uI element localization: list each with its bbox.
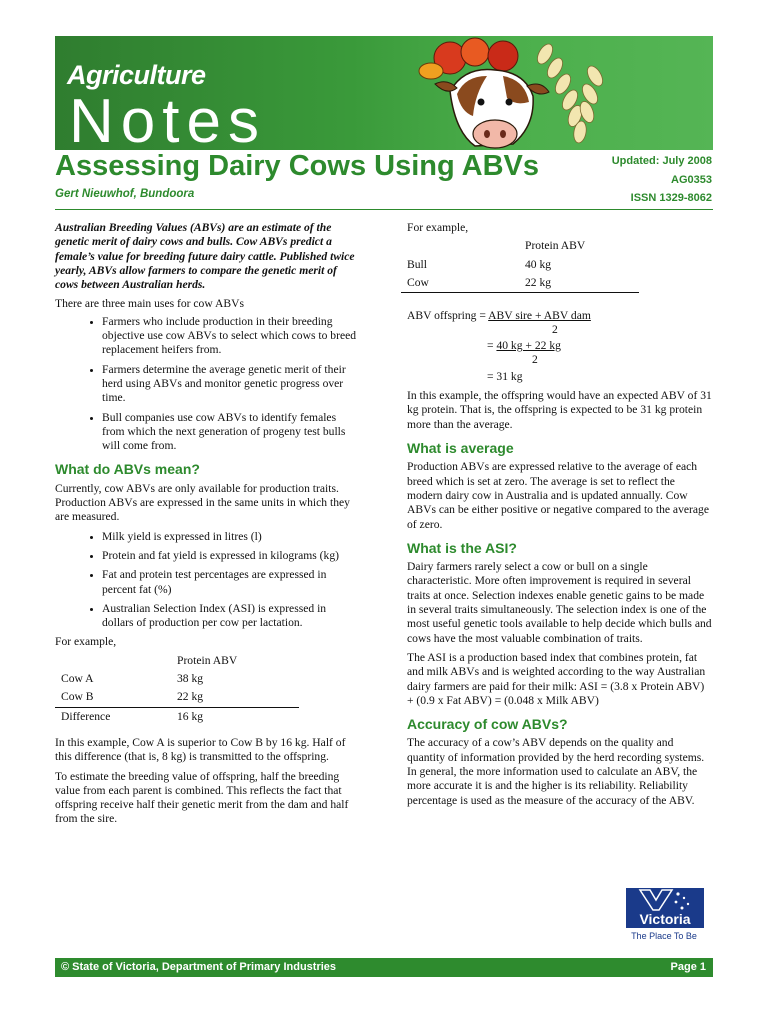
logo-name: Victoria — [639, 911, 691, 927]
list-item: • Farmers determine the average genetic merit of their herd using ABVs and monitor genetic progress over time. — [102, 363, 358, 406]
formula-numerator-2: 40 kg + 22 kg — [496, 339, 561, 353]
formula-result: = 31 kg — [487, 370, 523, 384]
issn-number: ISSN 1329-8062 — [630, 192, 712, 204]
intro-paragraph: Australian Breeding Values (ABVs) are an estimate of the genetic merit of dairy cows and bulls. Cow ABVs predict a female’s value for breeding future dairy cattle. Published twice yearly, ABVs allow farmers to compare the genetic merit of cows between Australian herds. — [55, 221, 355, 292]
heading-accuracy: Accuracy of cow ABVs? — [407, 716, 568, 733]
asi-paragraph-1: Dairy farmers rarely select a cow or bull on a single characteristic. More often improvement is required in several traits at once. Selection indexes enable genetic gains to be made in several traits simultaneously. The selection index is one of the most useful genetic tools available to help decide which bulls and cows have the most valuable combination of traits. — [407, 560, 712, 645]
estimate-paragraph: To estimate the breeding value of offspring, half the breeding value from each parent is combined. This reflects the fact that offspring receive half their genetic merit from the dam and half from the sire. — [55, 769, 349, 826]
list-item: • Australian Selection Index (ASI) is expressed in dollars of production per cow per lactation. — [102, 602, 358, 631]
heading-what-is-asi: What is the ASI? — [407, 539, 517, 556]
victoria-logo — [626, 888, 704, 943]
right-column — [407, 221, 713, 813]
bull-cow-table — [401, 237, 639, 293]
list-item: • Fat and protein test percentages are expressed in percent fat (%) — [102, 568, 358, 597]
list-item: • Milk yield is expressed in litres (l) — [102, 530, 358, 544]
page-title: Assessing Dairy Cows Using ABVs — [55, 150, 540, 182]
asi-paragraph-2: The ASI is a production based index that combines protein, fat and milk ABVs and is weighted according to the way Australian dairy farmers are paid for their milk: ASI = (3.8 x Protein ABV) + (0.9 x Fat ABV) = (0.048 x Milk ABV) — [407, 650, 706, 707]
units-list — [55, 530, 358, 631]
logo-tagline: The Place To Be — [631, 931, 697, 941]
table-row: Cow 22 kg — [407, 275, 552, 289]
superior-paragraph: In this example, Cow A is superior to Cow B by 16 kg. Half of this difference (that is, 8 kg) is transmitted to the offspring. — [55, 735, 346, 764]
offspring-paragraph: In this example, the offspring would have an expected ABV of 31 kg protein. That is, the offspring is expected to be 31 kg protein more than the average. — [407, 389, 712, 431]
cow-illustration — [395, 36, 713, 150]
page-number: Page 1 — [670, 961, 706, 973]
heading-what-is-average: What is average — [407, 440, 514, 457]
table-row: Difference 16 kg — [61, 709, 204, 723]
formula-denominator-1: 2 — [552, 323, 558, 337]
header-banner — [55, 36, 713, 150]
abv-formula: ABV offspring = ABV sire + ABV dam 2 = 40 kg + 22 kg 2 = 31 kg — [407, 309, 591, 384]
header-rule — [55, 209, 713, 210]
example-lead-right: For example, — [407, 221, 469, 234]
document-code: AG0353 — [671, 174, 712, 186]
table-row: Bull 40 kg — [407, 257, 552, 271]
table-row: Cow B 22 kg — [55, 688, 299, 707]
table-header: Protein ABV — [177, 653, 238, 667]
footer-copyright: © State of Victoria, Department of Primary Industries — [61, 961, 337, 973]
cow-comparison-table — [55, 652, 299, 726]
formula-denominator-2: 2 — [532, 353, 538, 367]
formula-numerator-1: ABV sire + ABV dam — [488, 309, 591, 323]
left-column — [55, 221, 358, 832]
list-item: • Bull companies use cow ABVs to identify females from which the next generation of progeny test bulls will come from. — [102, 411, 358, 454]
brand-agriculture: Agriculture — [67, 60, 206, 90]
table-row: Cow A 38 kg — [61, 672, 204, 686]
updated-date: Updated: July 2008 — [611, 155, 712, 167]
table-header: Protein ABV — [525, 239, 586, 253]
uses-list — [55, 315, 358, 454]
list-item: • Protein and fat yield is expressed in kilograms (kg) — [102, 549, 358, 563]
heading-what-abvs-mean: What do ABVs mean? — [55, 461, 200, 478]
abv-mean-paragraph: Currently, cow ABVs are only available for production traits. Production ABVs are expressed in the same units in which they are measured. — [55, 481, 350, 524]
author-line: Gert Nieuwhof, Bundoora — [55, 188, 195, 200]
uses-lead: There are three main uses for cow ABVs — [55, 297, 244, 311]
example-lead: For example, — [55, 635, 117, 649]
brand-notes: Notes — [69, 87, 266, 150]
accuracy-paragraph: The accuracy of a cow’s ABV depends on the quality and quantity of information provided by the herd recording systems. In general, the more information used to calculate an ABV, the more accurate it is and the higher is its reliability. Reliability percentage is used as the measure of the accuracy of the ABV. — [407, 736, 705, 807]
average-paragraph: Production ABVs are expressed relative to the average of each breed which is set at zero. The average is set to reflect the modern dairy cow in Australia and is updated annually. Cow ABVs can be either positive or negative compared to the average of zero. — [407, 460, 709, 531]
list-item: • Farmers who include production in their breeding objective use cow ABVs to select which cows to breed replacement heifers from. — [102, 315, 358, 358]
